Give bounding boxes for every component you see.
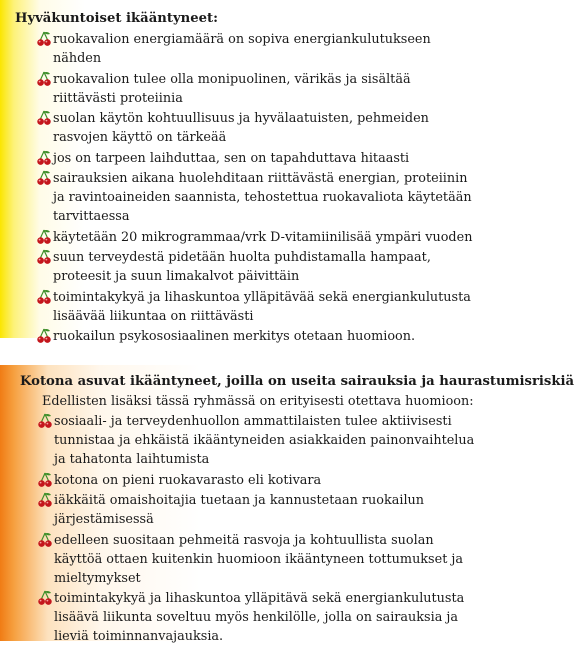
list-item (15, 70, 477, 108)
cherry-icon (37, 110, 51, 126)
list-item (20, 589, 483, 646)
list-item-text: ruokavalion tulee olla monipuolinen, värikäs ja sisältää riittävästi proteiinia (53, 71, 411, 106)
cherry-icon (37, 31, 51, 47)
list-item-text: edelleen suositaan pehmeitä rasvoja ja kohtuullista suolan käyttöä ottaen kuitenkin huomioon ikääntyneen tottumukset ja mieltymykset (54, 532, 464, 586)
cherry-icon (37, 289, 51, 305)
list-item (20, 491, 483, 529)
cherry-icon (38, 472, 52, 488)
healthy-elderly-list (15, 30, 477, 346)
list-item (15, 149, 477, 168)
cherry-icon (37, 249, 51, 265)
frail-elderly-list (20, 412, 483, 646)
frail-elderly-panel (0, 365, 574, 644)
list-item (15, 109, 477, 147)
list-item (15, 169, 477, 226)
list-item-text: suun terveydestä pidetään huolta puhdistamalla hampaat, proteesit ja suun limakalvot päivittäin (53, 250, 431, 284)
cherry-icon (37, 328, 51, 344)
list-item (15, 228, 477, 247)
cherry-icon (37, 229, 51, 245)
list-item-text: kotona on pieni ruokavarasto eli kotivara (54, 472, 322, 488)
list-item-text: toimintakykyä ja lihaskuntoa ylläpitävä sekä energiankulutusta lisäävä liikunta soveltuu myös henkilölle, jolla on sairauksia ja lieviä toiminnanvajauksia. (54, 591, 465, 644)
list-item-text: sosiaali- ja terveydenhuollon ammattilaisten tulee aktiivisesti tunnistaa ja ehkäistä ikääntyneiden asiakkaiden painonvaihtelua ja tahatonta laihtumista (54, 414, 475, 467)
list-item-text: jos on tarpeen laihduttaa, sen on tapahduttava hitaasti (53, 150, 410, 166)
frail-elderly-intro: Edellisten lisäksi tässä ryhmässä on erityisesti otettava huomioon: (42, 394, 474, 409)
cherry-icon (38, 492, 52, 508)
list-item (15, 288, 477, 326)
frail-elderly-heading: Kotona asuvat ikääntyneet, joilla on useita sairauksia ja haurastumisriskiä (20, 374, 574, 389)
list-item (20, 412, 483, 469)
cherry-icon (38, 532, 52, 548)
list-item (15, 327, 477, 346)
list-item-text: toimintakykyä ja lihaskuntoa ylläpitävää sekä energiankulutusta lisäävää liikuntaa on riittävästi (53, 289, 471, 324)
list-item (15, 30, 477, 68)
list-item-text: käytetään 20 mikrogrammaa/vrk D-vitamiinilisää ympäri vuoden (53, 229, 473, 245)
list-item (15, 248, 477, 286)
cherry-icon (37, 150, 51, 166)
cherry-icon (38, 590, 52, 606)
cherry-icon (37, 170, 51, 186)
list-item-text: ruokailun psykososiaalinen merkitys otetaan huomioon. (53, 329, 416, 344)
list-item (20, 531, 483, 588)
list-item (20, 471, 483, 490)
list-item-text: suolan käytön kohtuullisuus ja hyvälaatuisten, pehmeiden rasvojen käyttö on tärkeää (53, 111, 429, 145)
list-item-text: sairauksien aikana huolehditaan riittävästä energian, proteiinin ja ravintoaineiden saannista, tehostettua ruokavaliota käytetään tarvittaessa (53, 171, 472, 224)
cherry-icon (38, 413, 52, 429)
list-item-text: ruokavalion energiamäärä on sopiva energiankulutukseen nähden (53, 32, 431, 66)
healthy-elderly-panel (0, 0, 489, 344)
list-item-text: iäkkäitä omaishoitajia tuetaan ja kannustetaan ruokailun järjestämisessä (54, 493, 425, 527)
healthy-elderly-heading: Hyväkuntoiset ikääntyneet: (15, 11, 218, 26)
cherry-icon (37, 71, 51, 87)
